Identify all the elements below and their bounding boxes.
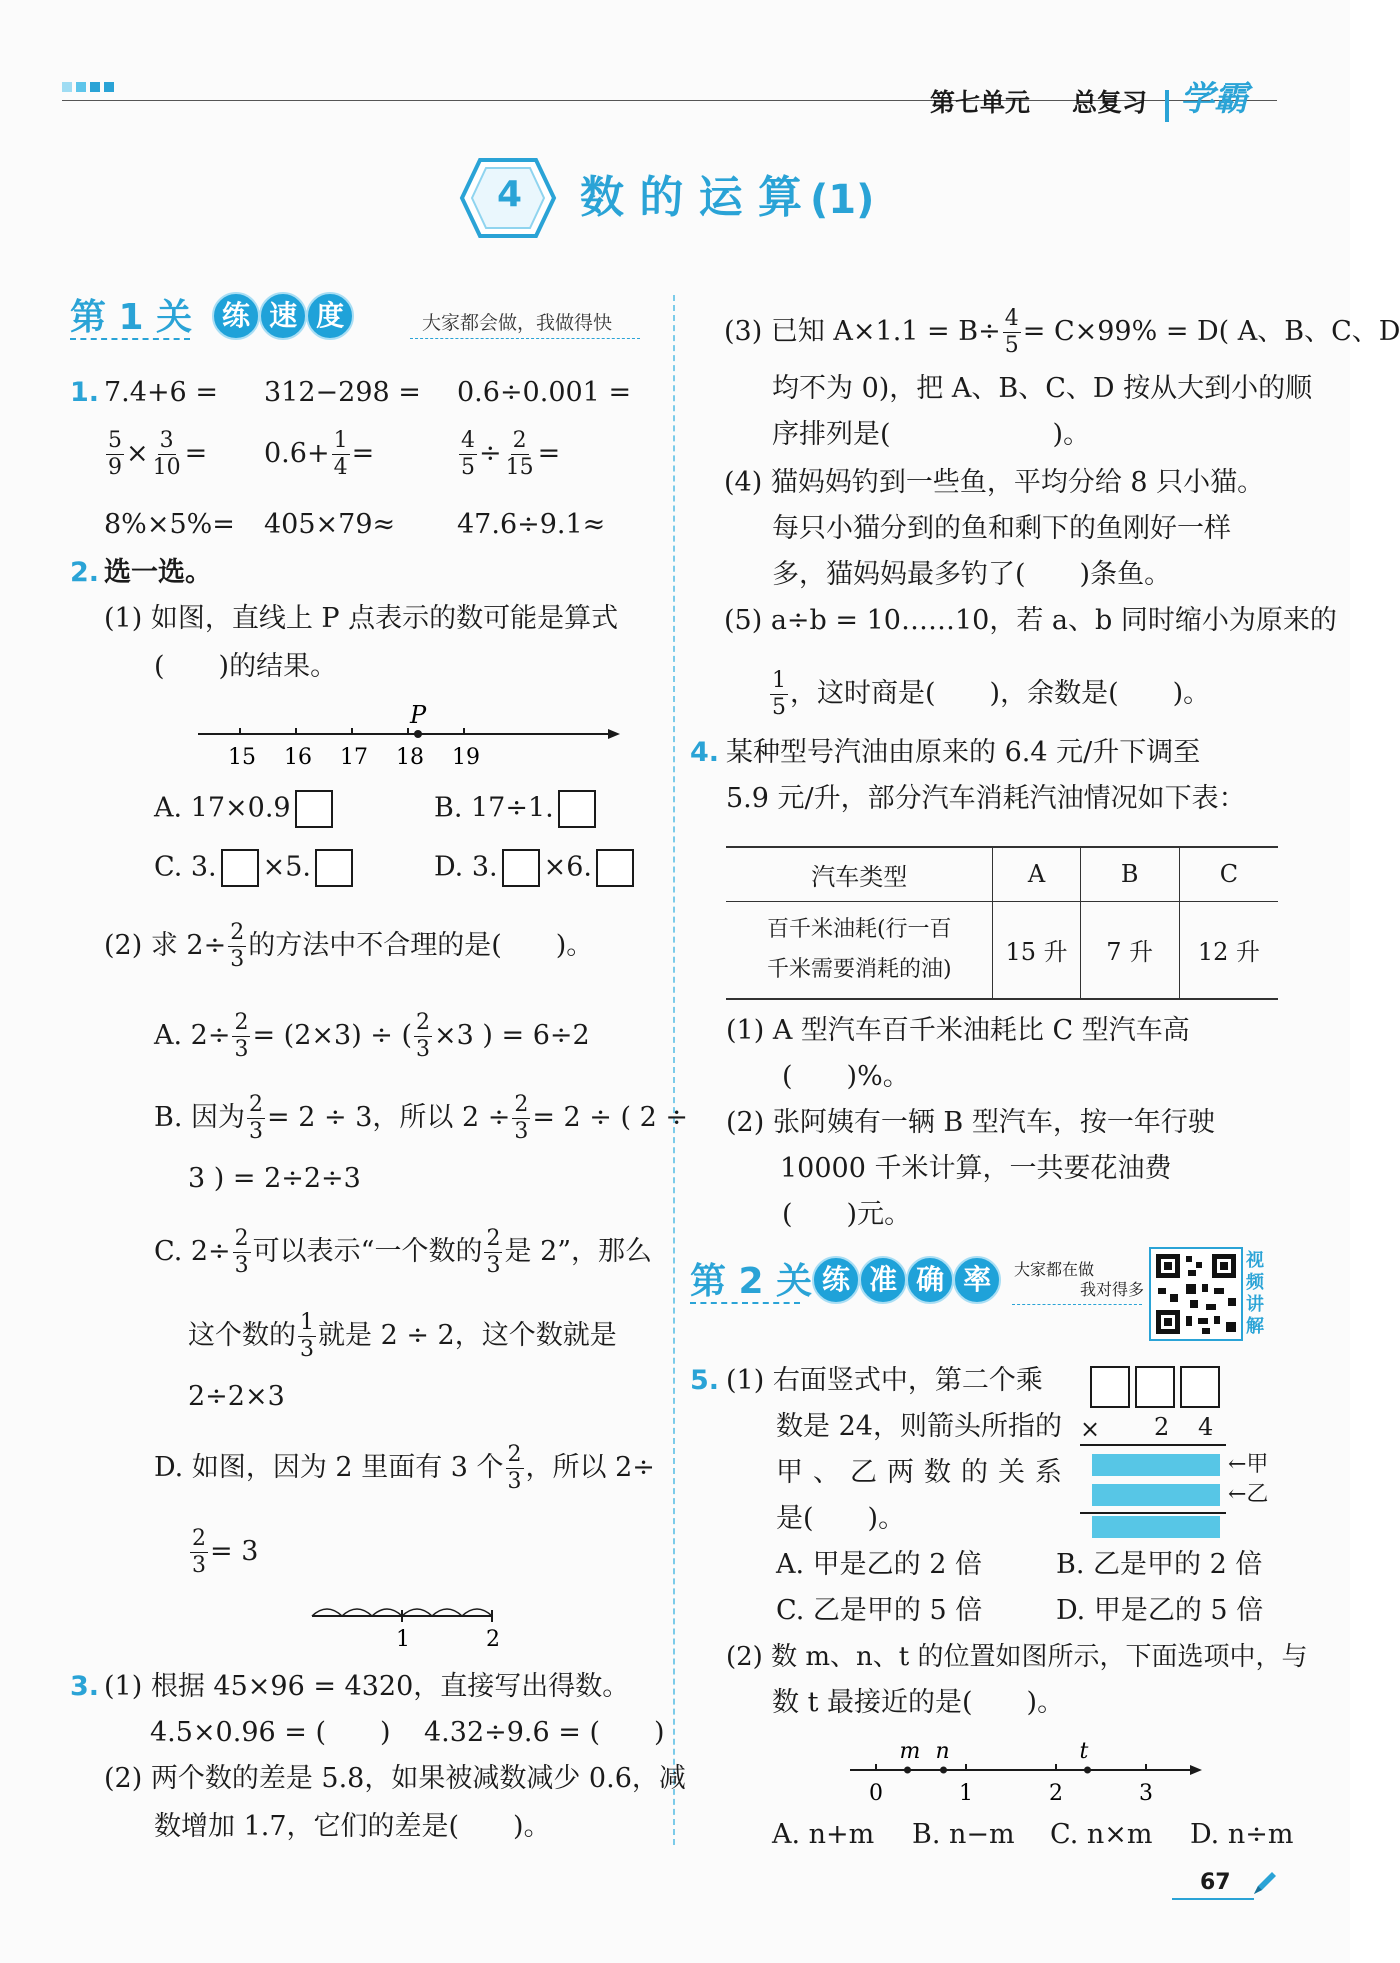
- tick-label-2: 2: [486, 1627, 500, 1652]
- multiplier-digit-1: 2: [1154, 1413, 1170, 1441]
- arc-3: [372, 1609, 402, 1616]
- title-number: 4: [497, 174, 523, 215]
- bubble-3: 度: [306, 292, 354, 340]
- arc-6: [462, 1609, 492, 1616]
- level2-slogan-2: 我对得多: [1080, 1280, 1145, 1299]
- blank-box[interactable]: [295, 790, 333, 828]
- q3-p5-line1: (5) a÷b = 10……10，若 a、b 同时缩小为原来的: [724, 605, 1337, 636]
- q1-expr-5: 0.6+ $\frac{1}{4}$ =: [264, 428, 375, 480]
- q2-optionB: B. 因为 $\frac{2}{3}$ = 2 ÷ 3，所以 2 ÷ $\frac{2}{3}$ = 2 ÷ ( 2 ÷: [154, 1092, 689, 1144]
- q5-number: 5.: [690, 1365, 720, 1396]
- fuel-table: [726, 846, 1278, 1000]
- q5-optD: D. 甲是乙的 5 倍: [1056, 1595, 1264, 1626]
- q2-p2: (2) 求 2÷ $\frac{2}{3}$ 的方法中不合理的是( )。: [104, 920, 594, 972]
- q2-optB: B. 17÷1.: [434, 790, 600, 828]
- q4-p2-line3: ( )元。: [782, 1199, 912, 1230]
- tick-label-16: 16: [284, 745, 312, 770]
- header-cell: 汽车类型: [811, 862, 908, 891]
- row-label-line2: 千米需要消耗的油): [766, 956, 952, 982]
- bubble-2: 准: [859, 1256, 907, 1304]
- page-title: 数 的 运 算: [580, 172, 802, 223]
- q3-p3-line2: 均不为 0)，把 A、B、C、D 按从大到小的顺: [772, 373, 1313, 404]
- q1-expr-8: 405×79≈: [264, 509, 396, 540]
- q2-number-line: [190, 700, 630, 770]
- qr-label: 视 频 讲 解: [1246, 1250, 1264, 1337]
- point-m: [904, 1767, 911, 1774]
- q3-p3: (3) 已知 A×1.1 = B÷ $\frac{4}{5}$ = C×99% = D( A、B、C、D: [724, 306, 1400, 358]
- q5-optC: C. 乙是甲的 5 倍: [776, 1595, 983, 1626]
- point-p: [414, 730, 422, 738]
- multiplier-digit-2: 4: [1198, 1413, 1214, 1441]
- level1-bubbles: [212, 292, 348, 340]
- q2-number: 2.: [70, 557, 100, 588]
- q2-optD: D. 3. ×6.: [434, 849, 638, 887]
- q5-p2-line1: (2) 数 m、n、t 的位置如图所示，下面选项中，与: [726, 1642, 1308, 1672]
- q4-line1: 某种型号汽油由原来的 6.4 元/升下调至: [726, 737, 1201, 768]
- blank-box[interactable]: [502, 849, 540, 887]
- q1-number: 1.: [70, 377, 100, 408]
- q4-p1-line2: ( )%。: [782, 1061, 910, 1092]
- q3-number: 3.: [70, 1671, 100, 1702]
- header-cell: B: [1080, 847, 1179, 901]
- table-header-row: [726, 847, 1278, 901]
- arc-2: [342, 1609, 372, 1616]
- q2-optionA: A. 2÷ $\frac{2}{3}$ = (2×3) ÷ ( $\frac{2}{3}$ ×3 ) = 6÷2: [154, 1010, 590, 1062]
- q2-optionD-line2: $\frac{2}{3}$ = 3: [192, 1526, 259, 1578]
- vertical-multiplication: [1080, 1360, 1280, 1540]
- q2-optionC: C. 2÷ $\frac{2}{3}$ 可以表示“一个数的 $\frac{2}{3}$ 是 2”，那么: [154, 1226, 653, 1278]
- point-n: [940, 1767, 947, 1774]
- tick-label-17: 17: [340, 745, 368, 770]
- point-label-m: m: [899, 1739, 921, 1764]
- point-t: [1084, 1767, 1091, 1774]
- arrow-yi: ←乙: [1228, 1482, 1269, 1507]
- bubble-1: 练: [212, 292, 260, 340]
- q2-optA: A. 17×0.9: [154, 790, 337, 828]
- q2-p1-line2: ( )的结果。: [154, 651, 338, 682]
- arc-1: [312, 1609, 342, 1616]
- partial-product-jia: [1092, 1454, 1220, 1476]
- sum-line: [1080, 1512, 1226, 1514]
- q2-optC: C. 3. ×5.: [154, 849, 357, 887]
- q5-optD2: D. n÷m: [1190, 1819, 1294, 1850]
- header-unit: 第七单元: [930, 88, 1031, 117]
- q1-expr-9: 47.6÷9.1≈: [457, 509, 606, 540]
- level2-label: 第 2 关: [690, 1261, 813, 1302]
- tick-label-1: 1: [396, 1627, 410, 1652]
- q3-p1: (1) 根据 45×96 = 4320，直接写出得数。: [104, 1671, 630, 1702]
- axis-arrow: [608, 729, 620, 739]
- q5-p1-line3: 甲、乙两数的关系: [776, 1457, 1072, 1488]
- tick-label-3: 3: [1139, 1781, 1153, 1806]
- q1-expr-3: 0.6÷0.001 =: [457, 377, 632, 408]
- q5-p1-line2: 数是 24，则箭头所指的: [776, 1411, 1062, 1442]
- header-review: 总复习: [1072, 88, 1148, 117]
- blank-box[interactable]: [558, 790, 596, 828]
- q3-p4-line3: 多，猫妈妈最多钓了( )条鱼。: [772, 559, 1172, 590]
- q4-number: 4.: [690, 737, 720, 768]
- header-decor: [62, 80, 122, 94]
- level1-label: 第 1 关: [70, 297, 193, 338]
- times-sign: ×: [1080, 1415, 1101, 1443]
- digit-box[interactable]: [1135, 1366, 1175, 1408]
- arc-4: [402, 1609, 432, 1616]
- blank-box[interactable]: [596, 849, 634, 887]
- q3-p1a: 4.5×0.96 = ( ): [150, 1717, 391, 1748]
- q1-expr-1: 7.4+6 =: [104, 377, 218, 408]
- pencil-icon: [1250, 1868, 1280, 1898]
- level1-slogan: 大家都会做，我做得快: [422, 312, 613, 334]
- row-label-line1: 百千米油耗(行一百: [766, 916, 952, 942]
- q1-expr-6: $\frac{4}{5}$ ÷ $\frac{2}{15}$ =: [461, 428, 561, 480]
- q4-line2: 5.9 元/升，部分汽车消耗汽油情况如下表：: [726, 783, 1246, 814]
- q5-number-line: [840, 1730, 1210, 1810]
- digit-box[interactable]: [1180, 1366, 1220, 1408]
- level2-slogan-line: [1012, 1304, 1142, 1305]
- blank-box[interactable]: [221, 849, 259, 887]
- point-label-n: n: [935, 1739, 950, 1764]
- axis-arrow: [1190, 1765, 1202, 1775]
- level2-slogan-1: 大家都在做: [1014, 1260, 1095, 1279]
- product-line: [1080, 1444, 1226, 1446]
- digit-box[interactable]: [1090, 1366, 1130, 1408]
- tick-label-18: 18: [396, 745, 424, 770]
- row-label-cell: [726, 901, 993, 999]
- header-divider: [1165, 90, 1169, 122]
- q2-optionC-line3: 2÷2×3: [188, 1381, 285, 1412]
- blank-box[interactable]: [315, 849, 353, 887]
- q1-expr-7: 8%×5%=: [104, 509, 235, 540]
- point-label-t: t: [1079, 1739, 1089, 1764]
- bubble-1: 练: [812, 1256, 860, 1304]
- product-result: [1092, 1516, 1220, 1538]
- q3-p4-line1: (4) 猫妈妈钓到一些鱼，平均分给 8 只小猫。: [724, 467, 1265, 498]
- q5-optA: A. 甲是乙的 2 倍: [776, 1549, 983, 1580]
- q3-p2-line2: 数增加 1.7，它们的差是( )。: [154, 1811, 551, 1842]
- level1-underline: [70, 338, 190, 340]
- q2-d-figure: [306, 1590, 506, 1650]
- q2-p1-line1: (1) 如图，直线上 P 点表示的数可能是算式: [104, 603, 619, 634]
- tick-label-19: 19: [452, 745, 480, 770]
- column-divider: [673, 295, 675, 1845]
- q2-optionC-line2: 这个数的 $\frac{1}{3}$ 就是 2 ÷ 2，这个数就是: [188, 1310, 617, 1362]
- q5-optB: B. 乙是甲的 2 倍: [1056, 1549, 1263, 1580]
- level2-underline: [690, 1302, 800, 1304]
- q5-p2-line2: 数 t 最接近的是( )。: [772, 1687, 1065, 1718]
- point-p-label: P: [410, 701, 427, 729]
- q3-p2-line1: (2) 两个数的差是 5.8，如果被减数减少 0.6，减: [104, 1763, 686, 1794]
- tick-label-15: 15: [228, 745, 256, 770]
- bubble-4: 率: [953, 1256, 1001, 1304]
- q2-optionB-line2: 3 ) = 2÷2÷3: [188, 1163, 361, 1194]
- q5-optB2: B. n−m: [912, 1819, 1015, 1850]
- arrow-jia: ←甲: [1228, 1452, 1269, 1477]
- value-cell: 12 升: [1179, 901, 1278, 999]
- q2-optionD: D. 如图，因为 2 里面有 3 个 $\frac{2}{3}$ ，所以 2÷: [154, 1442, 655, 1494]
- q2-title: 选一选。: [104, 557, 212, 588]
- q5-optC2: C. n×m: [1050, 1819, 1153, 1850]
- q4-p2-line2: 10000 千米计算，一共要花油费: [780, 1153, 1172, 1184]
- q3-p1b: 4.32÷9.6 = ( ): [424, 1717, 665, 1748]
- q5-p1-line1: (1) 右面竖式中，第二个乘: [726, 1365, 1043, 1396]
- tick-label-0: 0: [869, 1781, 883, 1806]
- bubble-3: 确: [906, 1256, 954, 1304]
- partial-product-yi: [1092, 1484, 1220, 1506]
- page-title-part: (1): [810, 177, 875, 223]
- level1-slogan-line: [410, 338, 640, 339]
- bubble-2: 速: [259, 292, 307, 340]
- tick-label-2: 2: [1049, 1781, 1063, 1806]
- q4-p1-line1: (1) A 型汽车百千米油耗比 C 型汽车高: [726, 1015, 1190, 1046]
- value-cell: 7 升: [1080, 901, 1179, 999]
- page-number-underline: [1172, 1898, 1254, 1900]
- q3-p4-line2: 每只小猫分到的鱼和剩下的鱼刚好一样: [772, 513, 1231, 544]
- arc-5: [432, 1609, 462, 1616]
- q5-p1-line4: 是( )。: [776, 1503, 906, 1534]
- level2-bubbles: [812, 1256, 995, 1304]
- q3-p3-line3: 序排列是( )。: [772, 419, 1091, 450]
- q4-p2-line1: (2) 张阿姨有一辆 B 型汽车，按一年行驶: [726, 1107, 1215, 1138]
- q1-expr-4: $\frac{5}{9}$ × $\frac{3}{10}$ =: [108, 428, 208, 480]
- q1-expr-2: 312−298 =: [264, 377, 421, 408]
- q3-p5-line2: $\frac{1}{5}$ ，这时商是( )，余数是( )。: [772, 668, 1211, 720]
- table-row: [726, 901, 1278, 999]
- value-cell: 15 升: [993, 901, 1080, 999]
- page-number: 67: [1200, 1870, 1231, 1895]
- tick-label-1: 1: [959, 1781, 973, 1806]
- brand-logo: 学霸: [1180, 79, 1248, 119]
- header-cell: A: [993, 847, 1080, 901]
- qr-code-icon[interactable]: [1150, 1248, 1242, 1340]
- q5-optA2: A. n+m: [772, 1819, 875, 1850]
- header-cell: C: [1179, 847, 1278, 901]
